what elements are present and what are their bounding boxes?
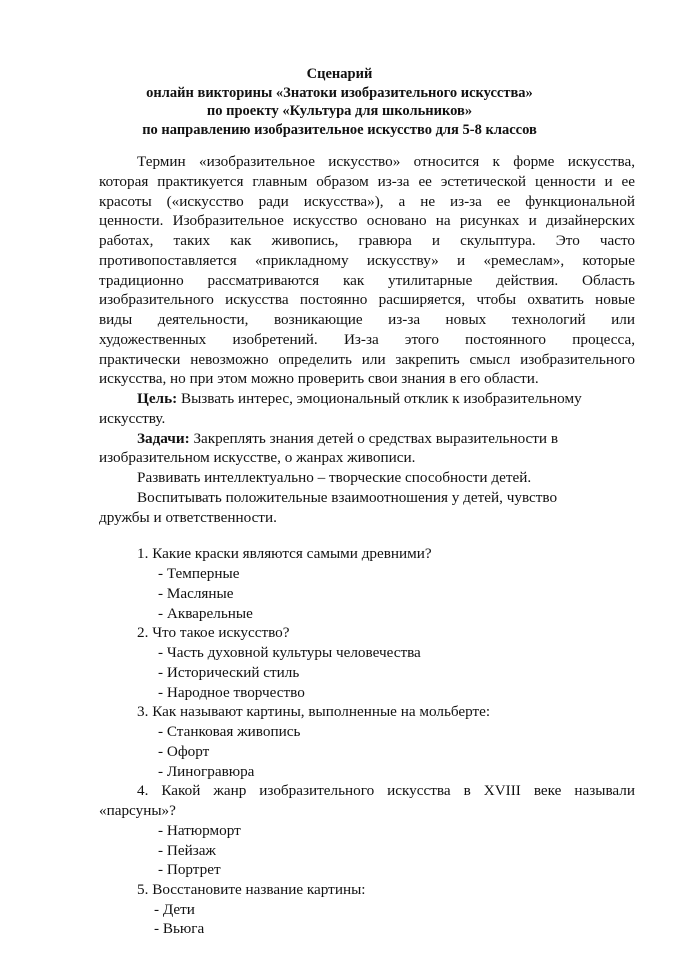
- goal-line-2: искусству.: [99, 409, 166, 427]
- question-2: 2. Что такое искусство?: [137, 624, 290, 642]
- answer-option: - Натюрморт: [158, 821, 241, 839]
- answer-option: - Часть духовной культуры человечества: [158, 644, 421, 662]
- intro-line: противопоставляется «прикладному искусству» и «ремеслам», которые: [99, 251, 635, 269]
- answer-option: - Народное творчество: [158, 683, 305, 701]
- tasks-line-5: дружбы и ответственности.: [99, 508, 277, 526]
- answer-option: - Исторический стиль: [158, 663, 300, 681]
- question-5: 5. Восстановите название картины:: [137, 881, 366, 898]
- tasks-line-2: изобразительном искусстве, о жанрах живописи.: [99, 449, 416, 467]
- answer-option: - Масляные: [158, 584, 234, 602]
- question-4-cont: «парсуны»?: [99, 802, 176, 819]
- intro-line: традиционно рассматриваются как утилитарные действия. Область: [99, 271, 635, 289]
- answer-option: - Пейзаж: [158, 841, 216, 859]
- answer-option: - Портрет: [158, 861, 221, 879]
- intro-line: виды деятельности, возникающие из-за новых технологий или: [99, 311, 635, 329]
- answer-option: - Линогравюра: [158, 762, 255, 780]
- doc-subtitle-direction: по направлению изобразительное искусство для 5-8 классов: [142, 122, 537, 139]
- goal-label: Цель:: [137, 390, 178, 408]
- tasks-label: Задачи:: [137, 429, 190, 447]
- tasks-line-3: Развивать интеллектуально – творческие способности детей.: [137, 469, 532, 487]
- intro-line: красоты («искусство ради искусства»), а не из-за ее функциональной: [99, 192, 635, 210]
- tasks-text: Закреплять знания детей о средствах выразительности в: [189, 429, 559, 447]
- answer-option: - Вьюга: [154, 920, 205, 938]
- intro-line: работах, таких как живопись, гравюра и скульптура. Это часто: [99, 232, 635, 250]
- answer-option: - Офорт: [158, 742, 210, 760]
- intro-line: художественных изобретений. Из-за этого постоянного процесса,: [99, 330, 635, 348]
- goal-text: Вызвать интерес, эмоциональный отклик к изобразительному: [177, 390, 582, 408]
- doc-title: Сценарий: [306, 65, 373, 82]
- question-1: 1. Какие краски являются самыми древними?: [137, 545, 432, 563]
- intro-line: Термин «изобразительное искусство» относится к форме искусства,: [137, 153, 635, 171]
- intro-line: изобразительного искусства постоянно расширяется, чтобы охватить новые: [99, 291, 635, 309]
- doc-subtitle-quiz: онлайн викторины «Знатоки изобразительного искусства»: [146, 84, 533, 101]
- goal-line: [137, 389, 635, 409]
- intro-line: практически невозможно определить или закрепить смысл изобразительного: [99, 350, 635, 368]
- intro-line: ценности. Изобразительное искусство основано на рисунках и дизайнерских: [99, 212, 635, 230]
- answer-option: - Акварельные: [158, 604, 253, 622]
- doc-subtitle-project: по проекту «Культура для школьников»: [206, 103, 473, 120]
- tasks-line: [137, 429, 635, 449]
- answer-option: - Станковая живопись: [158, 723, 301, 741]
- question-3: 3. Как называют картины, выполненные на мольберте:: [137, 703, 491, 721]
- question-4: 4. Какой жанр изобразительного искусства в XVIII веке называли: [137, 782, 635, 800]
- answer-option: - Темперные: [158, 565, 240, 583]
- intro-line: искусства, но при этом можно проверить свои знания в его области.: [99, 370, 539, 388]
- answer-option: - Дети: [154, 900, 195, 918]
- intro-line: которая практикуется главным образом из-за ее эстетической ценности и ее: [99, 172, 635, 190]
- tasks-line-4: Воспитывать положительные взаимоотношения у детей, чувство: [137, 488, 558, 506]
